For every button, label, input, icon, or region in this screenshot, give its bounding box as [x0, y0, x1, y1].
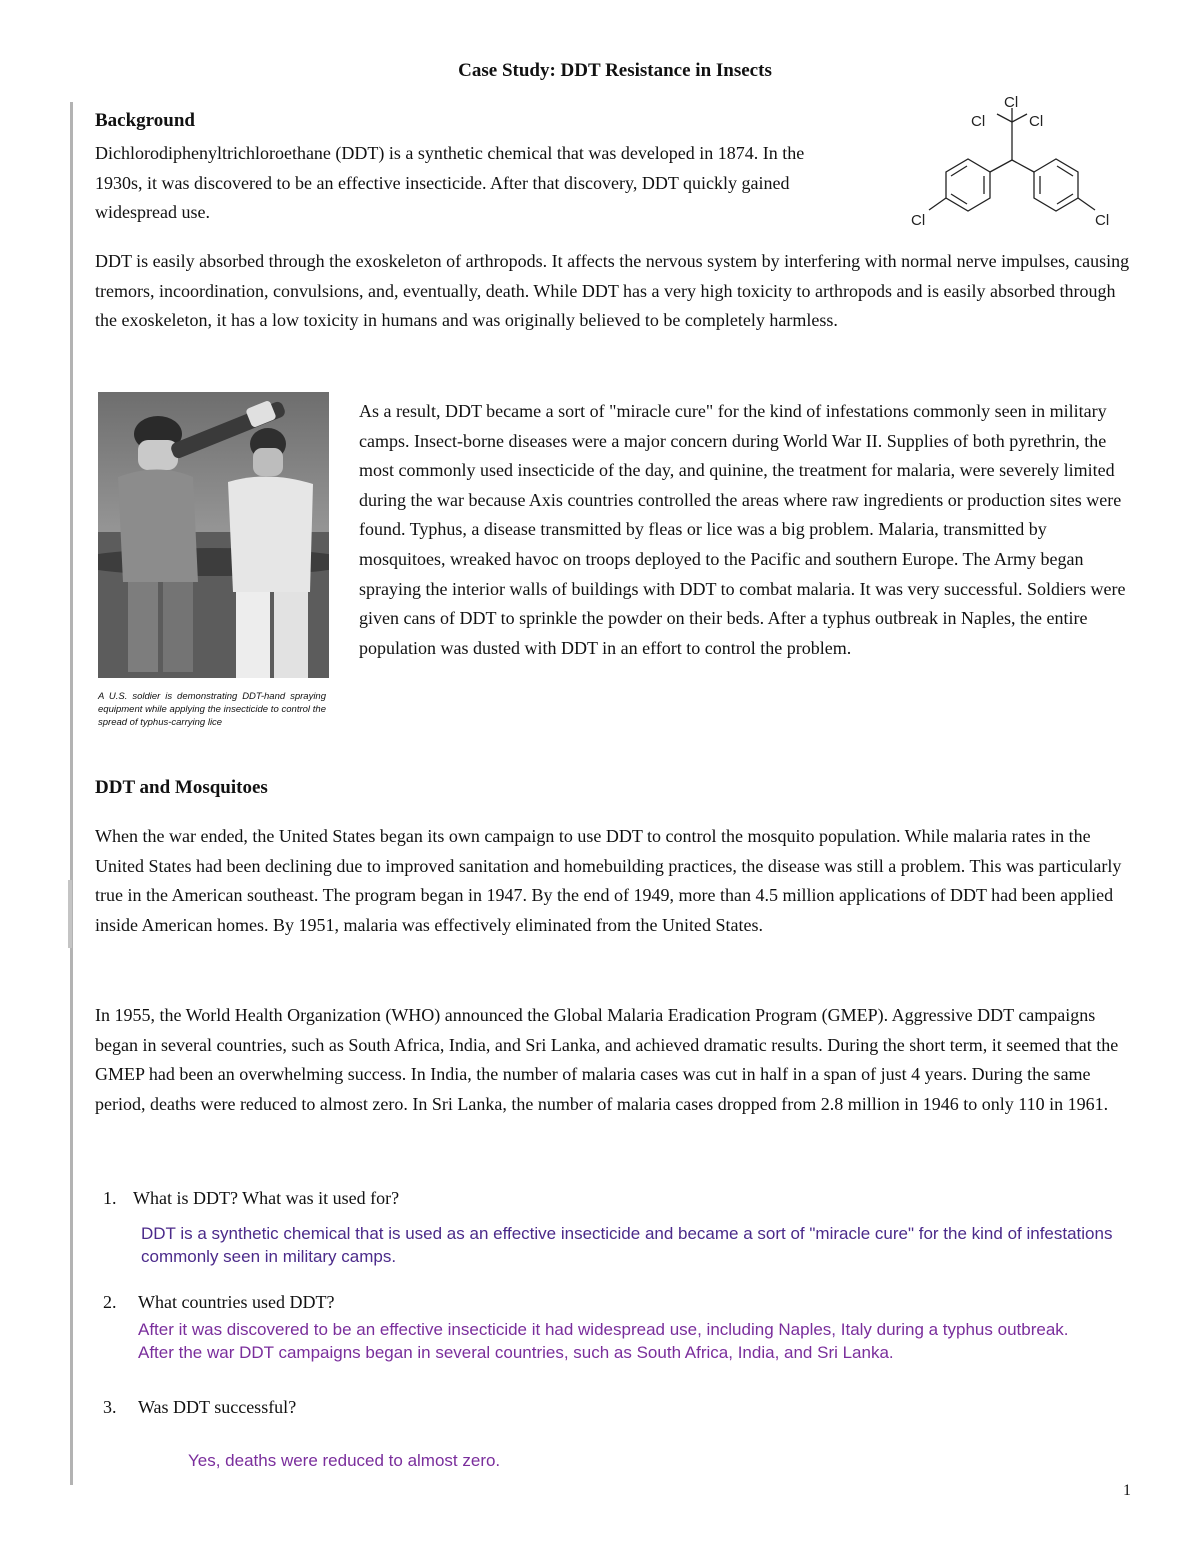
answer-1[interactable]: DDT is a synthetic chemical that is used as an effective insecticide and became a sort of "miracle cure" for the kind of infestations commonly seen in military camps. — [141, 1224, 1113, 1266]
question-3 — [103, 1397, 296, 1418]
background-paragraph-2: DDT is easily absorbed through the exoskeleton of arthropods. It affects the nervous system by interfering with normal nerve impulses, causing tremors, incoordination, convulsions, and, eventually, death. While DDT has a very high toxicity to arthropods and is easily absorbed through the exoskeleton, it has a low toxicity in humans and was originally believed to be completely harmless. — [95, 251, 1130, 331]
chlorine-label: Cl — [1095, 212, 1110, 229]
answer-2[interactable]: After it was discovered to be an effective insecticide it had widespread use, including Naples, Italy during a typhus outbreak. After the war DDT campaigns began in several countries, such as South Africa, India, and Sri Lanka. — [138, 1320, 1069, 1362]
chlorine-label: Cl — [911, 212, 926, 229]
background-intro-paragraph: Dichlorodiphenyltrichloroethane (DDT) is a synthetic chemical that was developed in 1874. In the 1930s, it was discovered to be an effective insecticide. After that discovery, DDT quickly gained widespread use. — [95, 143, 805, 223]
document-title: Case Study: DDT Resistance in Insects — [458, 60, 772, 81]
mosquitoes-heading: DDT and Mosquitoes — [95, 777, 268, 798]
ddt-molecule-diagram — [885, 92, 1135, 237]
bond-line — [997, 114, 1012, 122]
bond-line — [929, 198, 946, 210]
question-text: Was DDT successful? — [138, 1397, 297, 1417]
bond-line — [1012, 160, 1034, 172]
chlorine-label: Cl — [971, 113, 986, 130]
question-number: 3. — [103, 1397, 117, 1417]
background-heading: Background — [95, 110, 195, 131]
chlorine-label: Cl — [1029, 113, 1044, 130]
bond-line — [1012, 114, 1027, 122]
answer-3[interactable]: Yes, deaths were reduced to almost zero. — [188, 1451, 501, 1470]
question-text: What is DDT? What was it used for? — [133, 1188, 400, 1208]
question-2 — [103, 1292, 334, 1313]
mosquitoes-paragraph-1: When the war ended, the United States began its own campaign to use DDT to control the mosquito population. While malaria rates in the United States had been declining due to improved sanitation and homebuilding practices, the disease was still a problem. This was particularly true in the American southeast. The program began in 1947. By the end of 1949, more than 4.5 million applications of DDT had been applied inside American homes. By 1951, malaria was effectively eliminated from the United States. — [95, 826, 1122, 935]
question-1 — [103, 1188, 399, 1209]
soldier-photo — [98, 392, 329, 678]
bond-line — [1078, 198, 1095, 210]
question-number: 1. — [103, 1188, 117, 1208]
chlorine-label: Cl — [1004, 94, 1019, 111]
question-number: 2. — [103, 1292, 117, 1312]
background-paragraph-3: As a result, DDT became a sort of "miracle cure" for the kind of infestations commonly seen in military camps. Insect-borne diseases were a major concern during World War II. Supplies of both pyrethrin, the most commonly used insecticide of the day, and quinine, the treatment for malaria, were severely limited during the war because Axis countries controlled the areas where raw ingredients or production sites were found. Typhus, a disease transmitted by fleas or lice was a big problem. Malaria, transmitted by mosquitoes, wreaked havoc on troops deployed to the Pacific and southern Europe. The Army began spraying the interior walls of buildings with DDT to combat malaria. It was very successful. Soldiers were given cans of DDT to sprinkle the powder on their beds. After a typhus outbreak in Naples, the entire population was dusted with DDT in an effort to control the problem. — [359, 401, 1126, 658]
page-number: 1 — [1123, 1482, 1131, 1499]
margin-change-mark — [68, 880, 72, 948]
mosquitoes-paragraph-2: In 1955, the World Health Organization (WHO) announced the Global Malaria Eradication Program (GMEP). Aggressive DDT campaigns began in several countries, such as South Africa, India, and Sri Lanka, and achieved dramatic results. During the short term, it seemed that the GMEP had been an overwhelming success. In India, the number of malaria cases was cut in half in a span of just 4 years. During the same period, deaths were reduced to almost zero. In Sri Lanka, the number of malaria cases dropped from 2.8 million in 1946 to only 110 in 1961. — [95, 1005, 1119, 1114]
margin-change-bar — [70, 102, 73, 1485]
question-text: What countries used DDT? — [138, 1292, 335, 1312]
photo-caption: A U.S. soldier is demonstrating DDT-hand spraying equipment while applying the insecticide to control the spread of typhus-carrying lice — [98, 691, 326, 728]
bond-line — [990, 160, 1012, 172]
